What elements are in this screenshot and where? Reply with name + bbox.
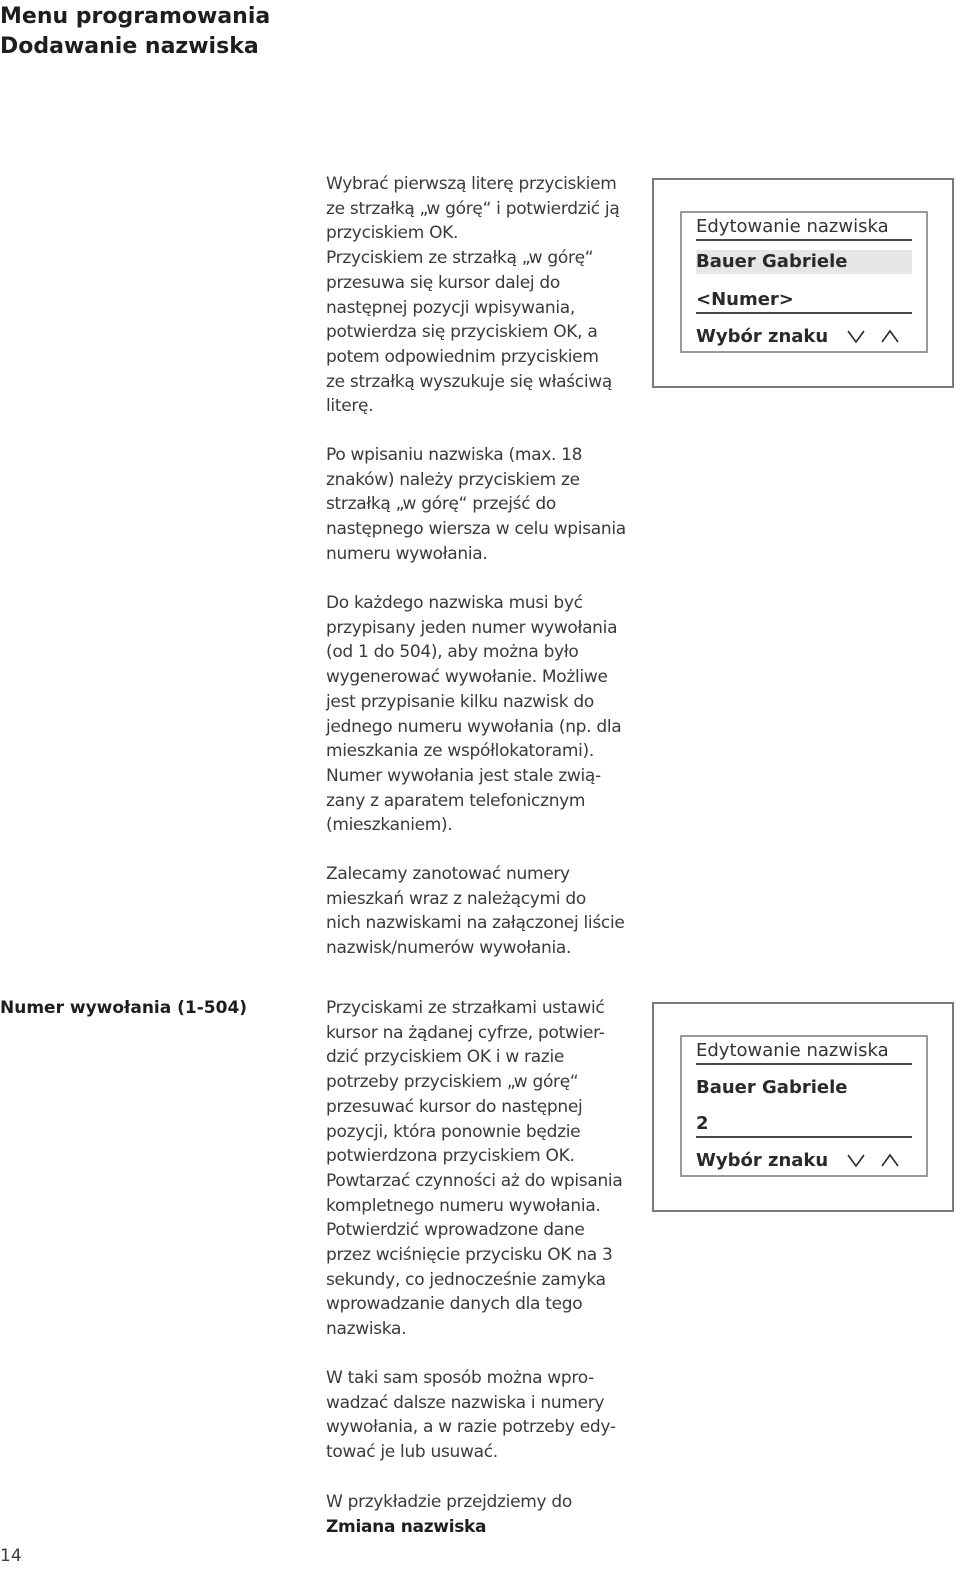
display-title: Edytowanie nazwiska <box>696 1039 912 1065</box>
display-prompt-label: Wybór znaku <box>696 1150 829 1171</box>
display-title: Edytowanie nazwiska <box>696 215 912 241</box>
display-prompt-row <box>696 1149 912 1173</box>
next-step-link-text: Zmiana nazwiska <box>326 1516 487 1537</box>
side-label-call-number: Numer wywołania (1-504) <box>0 998 248 1018</box>
arrow-up-icon <box>880 328 900 344</box>
lcd-display-2 <box>680 1035 928 1177</box>
paragraph-after-name: Po wpisaniu nazwiska (max. 18 znaków) należy przyciskiem ze strzałką „w górę“ przejść do następnego wiersza w celu wpisania numeru wywołania. <box>326 445 626 564</box>
display-prompt-label: Wybór znaku <box>696 326 829 347</box>
arrow-keys <box>846 1152 900 1168</box>
paragraph-select-letter: Wybrać pierwszą literę przyciskiem ze strzałką „w górę“ i potwierdzić ją przyciskiem OK. Przyciskiem ze strzałką „w górę“ przesuwa się kursor dalej do następnej pozycji wpisywania, potwierdza się przyciskiem OK, a potem odpowiednim przyciskiem ze strzałką wyszukuje się właściwą literę. <box>326 174 620 417</box>
paragraph-recommendation: Zalecamy zanotować numery mieszkań wraz z należącymi do nich nazwiskami na załączonej liście nazwisk/numerów wywołania. <box>326 864 625 959</box>
arrow-keys <box>846 328 900 344</box>
display-number-row: 2 <box>696 1112 912 1138</box>
page-number: 14 <box>0 1546 22 1566</box>
display-name-row: Bauer Gabriele <box>696 1077 848 1098</box>
display-number-row: <Numer> <box>696 288 912 314</box>
arrow-down-icon <box>846 1152 866 1168</box>
display-panel-1 <box>652 178 954 388</box>
paragraph-next-step <box>326 1490 646 1539</box>
display-prompt-row <box>696 325 912 349</box>
arrow-down-icon <box>846 328 866 344</box>
arrow-up-icon <box>880 1152 900 1168</box>
subsection-title: Dodawanie nazwiska <box>0 34 259 59</box>
paragraph-number-required: Do każdego nazwiska musi być przypisany jeden numer wywołania (od 1 do 504), aby można było wygenerować wywołanie. Możliwe jest przypisanie kilku nazwisk do jednego numeru wywołania (np. dla mieszkania ze współlokatorami). Numer wywołania jest stale zwią- zany z aparatem telefonicznym (mieszkaniem). <box>326 593 622 836</box>
paragraph-set-digits: Przyciskami ze strzałkami ustawić kursor na żądanej cyfrze, potwier- dzić przyciskiem OK i w razie potrzeby przyciskiem „w górę“ przesuwać kursor do następnej pozycji, która ponownie będzie potwierdzona przyciskiem OK. Powtarzać czynności aż do wpisania kompletnego numeru wywołania. Potwierdzić wprowadzone dane przez wciśnięcie przycisku OK na 3 sekundy, co jednocześnie zamyka wprowadzanie danych dla tego nazwiska. <box>326 998 623 1340</box>
lcd-display-1 <box>680 211 928 353</box>
next-step-text: W przykładzie przejdziemy do <box>326 1492 572 1512</box>
section-title: Menu programowania <box>0 4 271 29</box>
page-header <box>0 2 270 62</box>
display-name-row: Bauer Gabriele <box>696 250 912 274</box>
paragraph-more-names: W taki sam sposób można wpro- wadzać dalsze nazwiska i numery wywołania, a w razie potrzeby edy- tować je lub usuwać. <box>326 1368 616 1463</box>
display-panel-2 <box>652 1002 954 1212</box>
